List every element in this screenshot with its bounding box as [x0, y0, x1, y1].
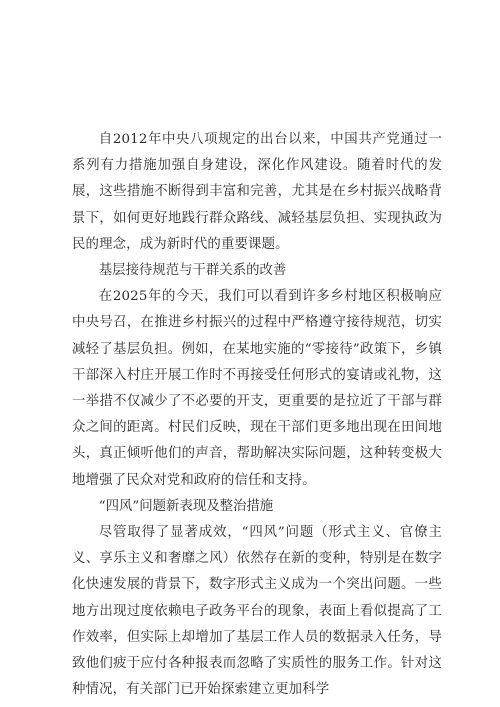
paragraph-reception: 在2025年的今天，我们可以看到许多乡村地区积极响应中央号召，在推进乡村振兴的过程中严格遵守接待规范，切实减轻了基层负担。例如，在某地实施的“零接待”政策下，乡镇干部深入村庄开展工作时不再接受任何形式的宴请或礼物，这一举措不仅减少了不必要的开支，更重要的是拉近了干部与群众之间的距离。村民们反映，现在干部们更多地出现在田间地头，真正倾听他们的声音，帮助解决实际问题，这种转变极大地增强了民众对党和政府的信任和支持。: [72, 289, 442, 488]
section-heading-reception: 基层接待规范与干群关系的改善: [98, 263, 287, 279]
document-page: [72, 127, 442, 703]
paragraph-four-winds: 尽管取得了显著成效，“四风”问题（形式主义、官僚主义、享乐主义和奢靡之风）依然存在新的变种，特别是在数字化快速发展的背景下，数字形式主义成为一个突出问题。一些地方出现过度依赖电子政务平台的现象，表面上看似提高了工作效率，但实际上却增加了基层工作人员的数据录入任务，导致他们疲于应付各种报表而忽略了实质性的服务工作。针对这种情况，有关部门已开始探索建立更加科学: [72, 525, 442, 698]
section-heading-four-winds: “四风”问题新表现及整治措施: [98, 498, 274, 514]
paragraph-intro: 自2012年中央八项规定的出台以来，中国共产党通过一系列有力措施加强自身建设，深化作风建设。随着时代的发展，这些措施不断得到丰富和完善，尤其是在乡村振兴战略背景下，如何更好地践行群众路线、减轻基层负担、实现执政为民的理念，成为新时代的重要课题。: [72, 132, 442, 252]
